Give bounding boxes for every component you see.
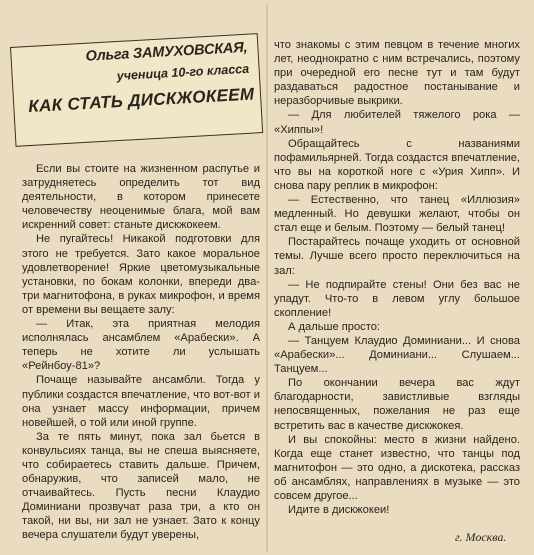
- author-name: Ольга ЗАМУХОВСКАЯ,: [85, 39, 248, 65]
- left-column: [22, 162, 260, 543]
- paragraph: — Не подпирайте стены! Они без вас не упадут. Что-то в левом углу большое скопление!: [274, 278, 520, 319]
- author-subtitle: ученица 10-го класса: [116, 61, 250, 84]
- paragraph: И вы спокойны: место в жизни найдено. Когда еще станет известно, что танцы под магнитофон — это одно, а дискотека, рассказ об ансамблях, направлениях в музыке — это совсем другое...: [274, 433, 520, 502]
- paragraph: Если вы стоите на жизненном распутье и затрудняетесь определить тот вид деятельности, в котором принесете человечеству неоценимые блага, мой вам искренний совет: станьте дискжокеем.: [22, 163, 260, 232]
- paragraph: — Итак, эта приятная мелодия исполнялась ансамблем «Арабески». А теперь не хотите ли услышать «Рейнбоу-81»?: [22, 318, 260, 373]
- paragraph: За те пять минут, пока зал бьется в конвульсиях танца, вы не спеша выясняете, что собираетесь ставить дальше. Причем, обнаружив, что записей мало, не отчаивайтесь. Пусть песни Клаудио Доминиани прозвучат раза три, а кто он такой, ни вы, ни зал не узнает. Зато к концу вечера слушатели будут уверены,: [22, 430, 260, 542]
- paragraph: что знакомы с этим певцом в течение многих лет, неоднократно с ним встречались, поэтому при очередной его песне тут и там будут раздаваться радостное постанывание и неразборчивые выкрики.: [274, 39, 520, 108]
- signature-location: г. Москва.: [455, 530, 507, 544]
- paragraph: — Естественно, что танец «Иллюзия» медленный. Но девушки желают, чтобы он стал еще и белым. Поэтому — белый танец!: [274, 194, 520, 235]
- headline-box: [10, 33, 263, 147]
- paragraph: По окончании вечера вас ждут благодарности, завистливые взгляды непосвященных, пожелания не раз еще встретить вас в качестве дискжокея.: [274, 377, 520, 432]
- right-column: [274, 38, 520, 517]
- paragraph: А дальше просто:: [288, 320, 381, 333]
- paragraph: Постарайтесь почаще уходить от основной темы. Лучше всего просто переключиться на зал:: [274, 236, 520, 277]
- paragraph: Идите в дискжокеи!: [288, 504, 390, 517]
- paragraph: — Танцуем Клаудио Доминиани... И снова «Арабески»... Доминиани... Слушаем... Танцуем...: [274, 334, 520, 376]
- paragraph: Не пугайтесь! Никакой подготовки для этого не требуется. Зато какое моральное удовлетворение! Яркие цветомузыкальные установки, по бокам колонки, впереди два-три магнитофона, в руках микрофон, и время от времени вы вещаете залу:: [22, 233, 260, 316]
- paragraph: — Для любителей тяжелого рока — «Хиппы»!: [274, 109, 520, 136]
- paragraph: Обращайтесь с названиями пофамильярней. Тогда создастся впечатление, что вы на короткой ноге с «Урия Хипп». И снова пару реплик в микрофон:: [274, 137, 520, 192]
- paragraph: Почаще называйте ансамбли. Тогда у публики создастся впечатление, что вот-вот и она узнает массу информации, причем новейшей, о той или иной группе.: [22, 374, 260, 429]
- article-title: КАК СТАТЬ ДИСКЖОКЕЕМ: [27, 84, 255, 117]
- column-divider: [266, 4, 268, 552]
